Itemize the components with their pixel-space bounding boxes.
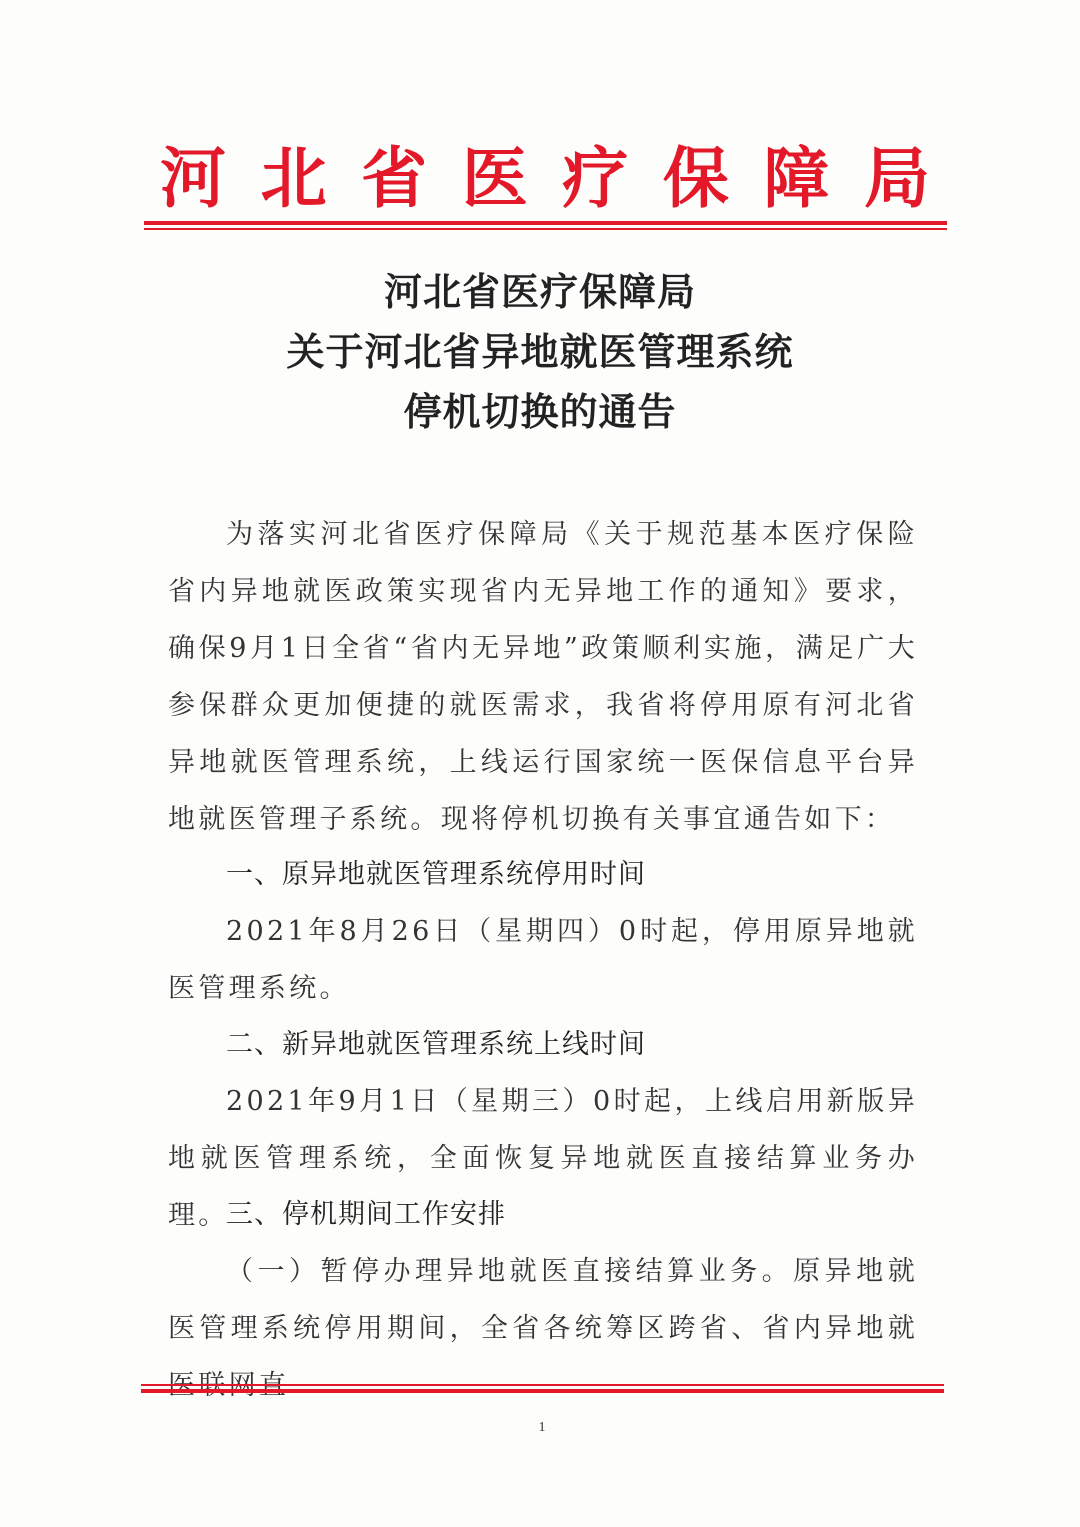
section3-heading: 三、停机期间工作安排 (226, 1199, 506, 1230)
header-divider-thick (144, 221, 947, 225)
title-line-3: 停机切换的通告 (403, 389, 677, 434)
masthead-char: 医 (461, 139, 528, 217)
title-line-1: 河北省医疗保障局 (383, 269, 696, 314)
section1-heading: 一、原异地就医管理系统停用时间 (226, 859, 646, 890)
masthead-char: 保 (662, 139, 729, 217)
section1-paragraph: 2021年8月26日（星期四）0时起，停用原异地就医管理系统。 (168, 916, 918, 1004)
header-divider-thin (144, 228, 947, 230)
section2-heading: 二、新异地就医管理系统上线时间 (226, 1029, 646, 1060)
masthead-char: 北 (260, 139, 327, 217)
footer-divider-thin (141, 1384, 944, 1386)
section2-paragraph: 2021年9月1日（星期三）0时起，上线启用新版异地就医管理系统，全面恢复异地就医直接结算业务办理。 (168, 1086, 918, 1231)
masthead-char: 河 (160, 139, 226, 217)
masthead-char: 局 (863, 139, 930, 217)
page-number: 1 (538, 1420, 546, 1435)
masthead (160, 138, 930, 218)
intro-paragraph: 为落实河北省医疗保障局《关于规范基本医疗保险省内异地就医政策实现省内无异地工作的通知》要求，确保9月1日全省“省内无异地”政策顺利实施，满足广大参保群众更加便捷的就医需求，我省将停用原有河北省异地就医管理系统，上线运行国家统一医保信息平台异地就医管理子系统。现将停机切换有关事宜通告如下： (168, 519, 918, 835)
masthead-char: 障 (763, 139, 830, 217)
masthead-char: 疗 (562, 139, 629, 217)
title-line-2: 关于河北省异地就医管理系统 (286, 329, 794, 374)
document-title (140, 262, 940, 442)
footer-divider-thick (141, 1389, 944, 1393)
section3-item1-paragraph: （一）暂停办理异地就医直接结算业务。原异地就医管理系统停用期间，全省各统筹区跨省、省内异地就 (168, 1256, 918, 1344)
masthead-char: 省 (361, 139, 428, 217)
